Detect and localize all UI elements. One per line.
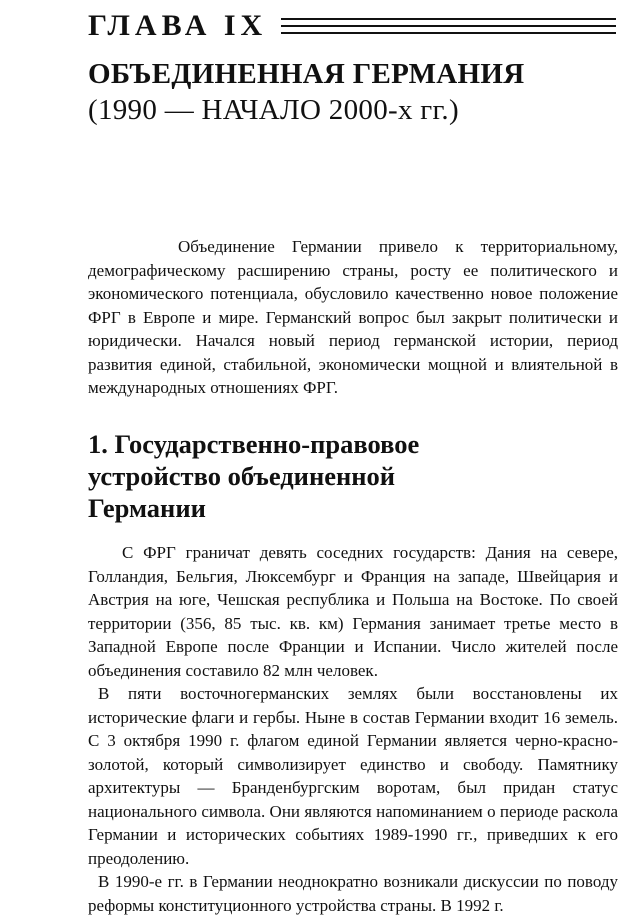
rule-line — [281, 32, 616, 34]
rule-line — [281, 25, 616, 27]
rule-line — [281, 18, 616, 20]
body-paragraph: В 1990-е гг. в Германии неоднократно возникали дискуссии по поводу реформы конституционного устройства страны. В 1992 г. — [88, 872, 618, 915]
intro-paragraph: Объединение Германии привело к территориальному, демографическому расширению страны, росту ее политического и экономического потенциала, обусловило качественно новое положение ФРГ в Европе и мире. Германский вопрос был закрыт политически и юридически. Начался новый период германской истории, период развития единой, стабильной, экономически мощной и влиятельной в международных отношениях ФРГ. — [88, 237, 618, 397]
chapter-title — [88, 56, 618, 128]
decorative-rule — [281, 18, 616, 34]
body-paragraph: В пяти восточногерманских землях были восстановлены их исторические флаги и гербы. Ныне в состав Германии входит 16 земель. С 3 октября 1990 г. флагом единой Германии является черно-красно-золотой, который символизирует единство и свободу. Памятнику архитектуры — Бранденбургским воротам, был придан статус национального символа. Они являются напоминанием о периоде раскола Германии и исторических событиях 1989-1990 гг., приведших к его преодолению. — [88, 684, 618, 868]
section-title: 1. Государственно-правовое устройство объединенной Германии — [88, 429, 420, 523]
section-body — [88, 541, 618, 917]
intro-block — [88, 235, 618, 400]
chapter-label: ГЛАВА IX — [88, 9, 268, 42]
body-paragraph: С ФРГ граничат девять соседних государств: Дания на севере, Голландия, Бельгия, Люксембург и Франция на западе, Швейцария и Австрия на юге, Чешская республика и Польша на Востоке. По своей территории (356, 85 тыс. кв. км) Германия занимает третье место в Западной Европе после Франции и Испании. Число жителей после объединения составило 82 млн человек. — [88, 543, 618, 680]
chapter-title-period: (1990 — НАЧАЛО 2000-х гг.) — [88, 94, 459, 126]
chapter-header — [88, 6, 616, 46]
chapter-title-main: ОБЪЕДИНЕННАЯ ГЕРМАНИЯ — [88, 58, 525, 90]
